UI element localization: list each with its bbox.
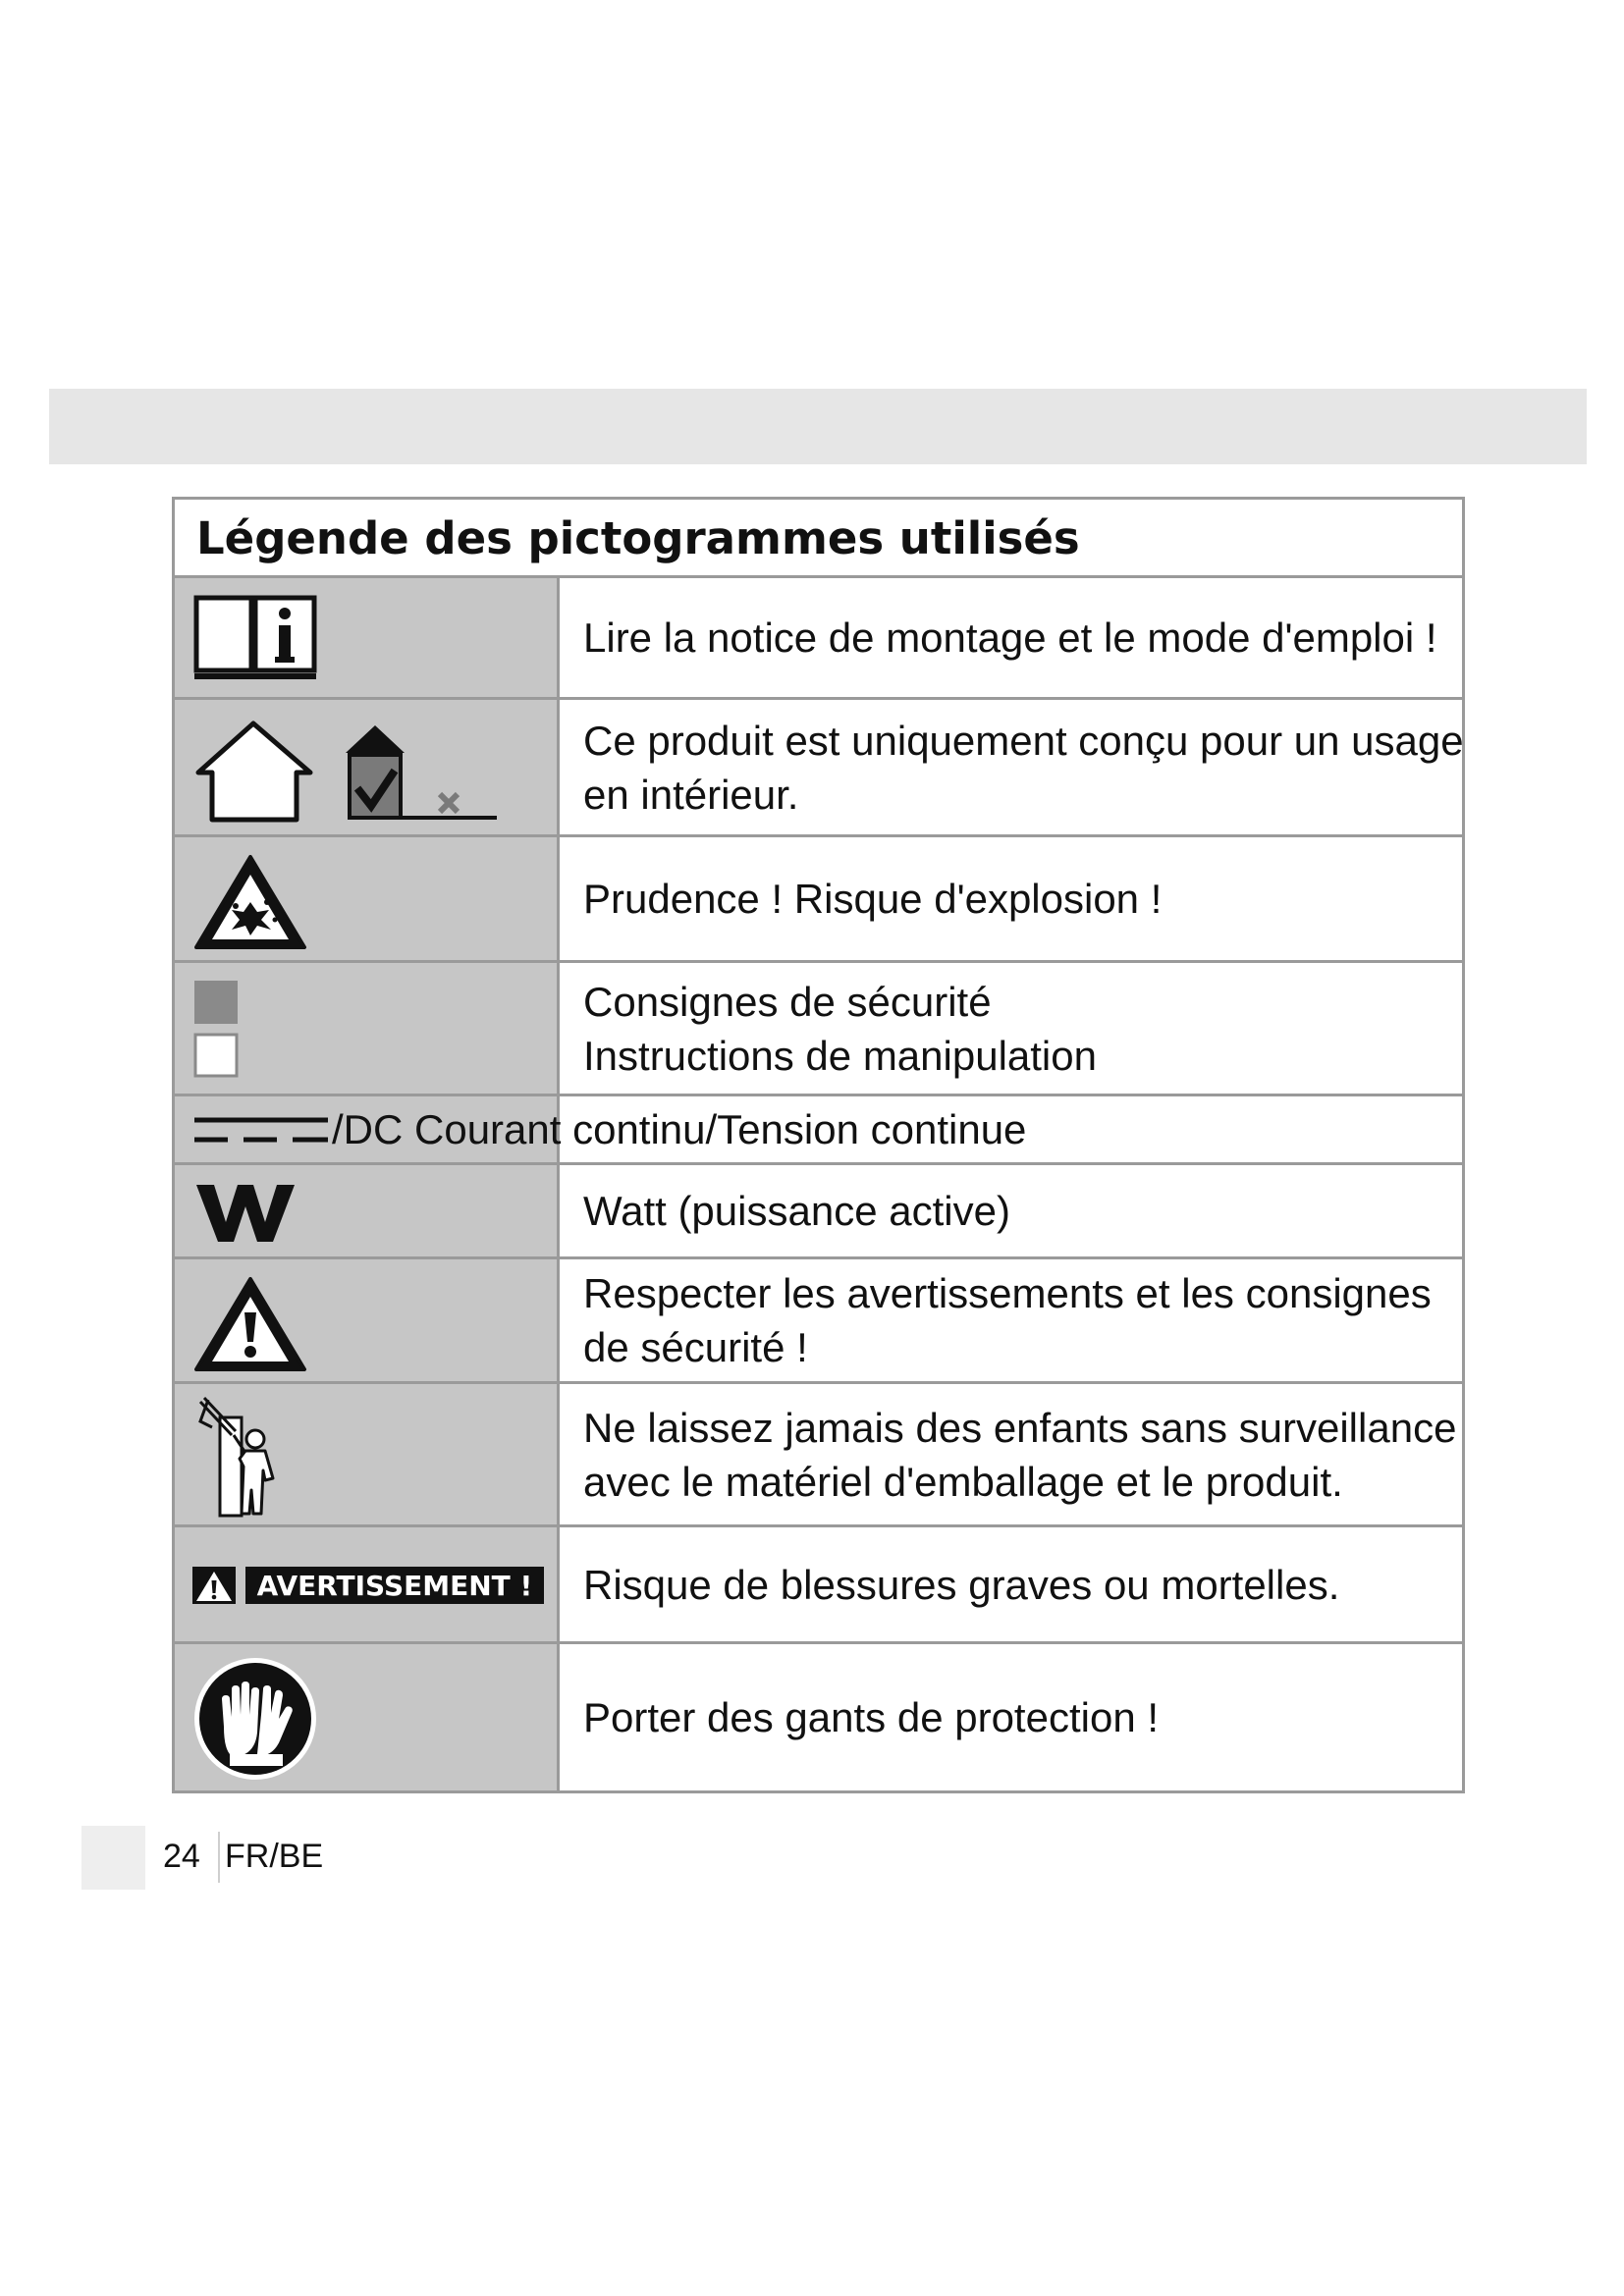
legend-description: en intérieur. bbox=[583, 771, 799, 818]
protective-gloves-icon bbox=[192, 1656, 318, 1782]
pictogram-legend-table bbox=[172, 497, 1465, 1793]
legend-row-protective-gloves bbox=[175, 1644, 1462, 1790]
icon-cell bbox=[175, 578, 560, 697]
legend-description: Porter des gants de protection ! bbox=[583, 1694, 1160, 1740]
icon-cell bbox=[175, 1165, 560, 1256]
legend-row-read-manual bbox=[175, 578, 1462, 700]
legend-description: Consignes de sécurité bbox=[583, 978, 992, 1025]
avertissement-badge-label: AVERTISSEMENT ! bbox=[256, 1570, 533, 1602]
book-info-icon bbox=[192, 592, 318, 684]
icon-cell bbox=[175, 963, 560, 1094]
footer-divider bbox=[218, 1832, 220, 1883]
legend-description: Risque de blessures graves ou mortelles. bbox=[583, 1561, 1340, 1608]
indoor-use-icon bbox=[192, 716, 507, 826]
page-number: 24 bbox=[163, 1838, 200, 1875]
safety-square-icons bbox=[192, 979, 244, 1081]
child-supervision-icon bbox=[194, 1396, 283, 1518]
dc-description: /DC Courant continu/Tension continue bbox=[332, 1105, 1027, 1152]
legend-description: avec le matériel d'emballage et le produit. bbox=[583, 1458, 1343, 1505]
legend-row-explosion bbox=[175, 837, 1462, 963]
legend-description: Ne laissez jamais des enfants sans surveillance bbox=[583, 1404, 1457, 1451]
icon-cell bbox=[175, 837, 560, 960]
legend-row-safety-instructions bbox=[175, 963, 1462, 1096]
dc-line bbox=[192, 1096, 1026, 1162]
icon-cell bbox=[175, 1259, 560, 1381]
direct-current-icon bbox=[192, 1110, 330, 1149]
legend-description: Instructions de manipulation bbox=[583, 1032, 1097, 1079]
icon-cell bbox=[175, 700, 560, 834]
legend-title: Légende des pictogrammes utilisés bbox=[175, 500, 1462, 578]
header-band bbox=[49, 389, 1587, 464]
warning-triangle-icon bbox=[192, 1273, 308, 1373]
legend-row-warning bbox=[175, 1259, 1462, 1384]
explosion-warning-icon bbox=[192, 851, 308, 951]
legend-description: de sécurité ! bbox=[583, 1324, 808, 1370]
legend-description: Respecter les avertissements et les consignes bbox=[583, 1270, 1432, 1316]
legend-description: Lire la notice de montage et le mode d'emploi ! bbox=[583, 614, 1437, 661]
legend-row-watt bbox=[175, 1165, 1462, 1259]
page-number-box bbox=[81, 1826, 145, 1890]
icon-cell bbox=[175, 1384, 560, 1524]
legend-row-child-supervision bbox=[175, 1384, 1462, 1527]
page-region: FR/BE bbox=[225, 1838, 324, 1875]
watt-icon bbox=[194, 1183, 297, 1244]
legend-row-direct-current bbox=[175, 1096, 1462, 1165]
legend-description: Prudence ! Risque d'explosion ! bbox=[583, 876, 1163, 922]
legend-description: Ce produit est uniquement conçu pour un usage bbox=[583, 717, 1464, 764]
legend-row-indoor-use bbox=[175, 700, 1462, 837]
legend-description: Watt (puissance active) bbox=[583, 1188, 1010, 1234]
icon-cell bbox=[175, 1644, 560, 1790]
avertissement-badge-icon bbox=[192, 1565, 546, 1606]
legend-row-avertissement bbox=[175, 1527, 1462, 1644]
icon-cell bbox=[175, 1527, 560, 1641]
